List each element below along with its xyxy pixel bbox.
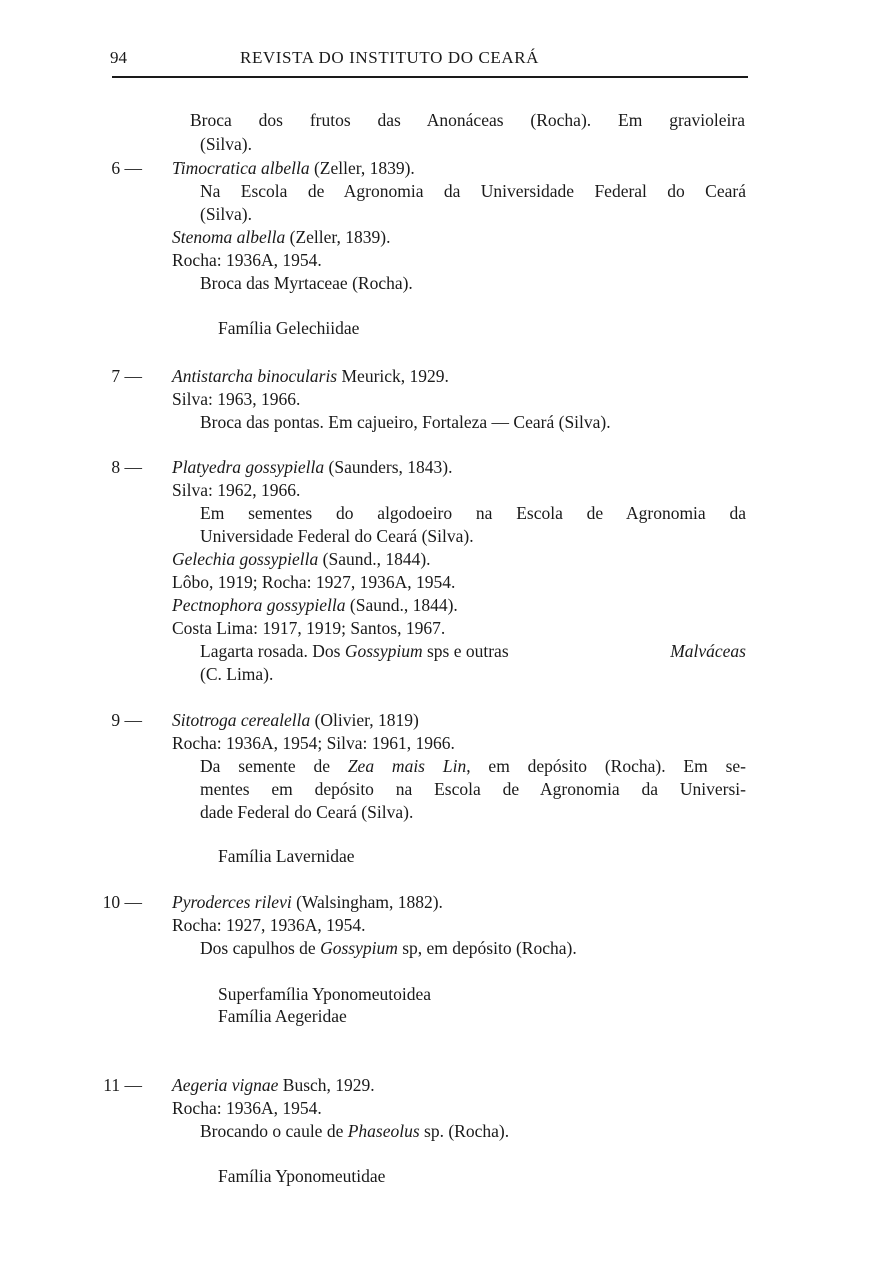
family-word: Malváceas <box>670 641 746 661</box>
intro-line-1: Broca dos frutos das Anonáceas (Rocha). Em gravioleira <box>190 110 745 130</box>
entry-9-note-3: dade Federal do Ceará (Silva). <box>200 802 414 822</box>
species-author: (Saunders, 1843). <box>324 457 453 477</box>
synonym-author: (Zeller, 1839). <box>285 227 391 247</box>
entry-8-refs: Silva: 1962, 1966. <box>172 480 301 500</box>
entry-8-synonym-2-refs: Costa Lima: 1917, 1919; Santos, 1967. <box>172 618 446 638</box>
note-tail: sp, em depósito (Rocha). <box>397 938 577 958</box>
entry-9-title <box>172 709 419 732</box>
synonym-author: (Saund., 1844). <box>345 595 458 615</box>
entry-10-refs: Rocha: 1927, 1936A, 1954. <box>172 915 366 935</box>
header-rule <box>112 76 748 78</box>
entry-8-note-1: Em sementes do algodoeiro na Escola de Agronomia da <box>200 503 746 523</box>
entry-10-number: 10 — <box>102 892 142 912</box>
species-name: Platyedra gossypiella <box>172 457 325 477</box>
entry-8-note-4: (C. Lima). <box>200 664 274 684</box>
entry-9-number: 9 — <box>111 710 142 730</box>
entry-7-number: 7 — <box>111 366 142 386</box>
species-author: (Walsingham, 1882). <box>291 892 443 912</box>
entry-7-title <box>172 365 449 388</box>
note-tail: sp. (Rocha). <box>419 1121 510 1141</box>
species-name: Aegeria vignae <box>172 1075 279 1095</box>
species-name: Sitotroga cerealella <box>172 710 311 730</box>
entry-6-refs: Rocha: 1936A, 1954. <box>172 250 322 270</box>
family-heading-yponomeutidae: Família Yponomeutidae <box>218 1166 386 1186</box>
entry-11-title <box>172 1074 375 1097</box>
running-title: REVISTA DO INSTITUTO DO CEARÁ <box>240 48 540 67</box>
species-author: (Olivier, 1819) <box>310 710 419 730</box>
entry-11-note <box>200 1120 509 1143</box>
family-heading-lavernidae: Família Lavernidae <box>218 846 355 866</box>
entry-6-note-1: Na Escola de Agronomia da Universidade Federal do Ceará <box>200 181 746 201</box>
entry-11-refs: Rocha: 1936A, 1954. <box>172 1098 322 1118</box>
note-1-lead: Da semente de <box>200 756 348 776</box>
genus-name: Gossypium <box>344 641 423 661</box>
genus-name: Phaseolus <box>347 1121 420 1141</box>
entry-9-note-1 <box>200 755 746 778</box>
note-3-mid: sps e outras <box>422 641 509 661</box>
species-name: Antistarcha binocularis <box>172 366 338 386</box>
species-author: (Zeller, 1839). <box>309 158 415 178</box>
entry-8-synonym-1-refs: Lôbo, 1919; Rocha: 1927, 1936A, 1954. <box>172 572 456 592</box>
entry-6-number: 6 — <box>111 158 142 178</box>
entry-6-note-3: Broca das Myrtaceae (Rocha). <box>200 273 413 293</box>
family-heading-aegeridae: Família Aegeridae <box>218 1006 347 1026</box>
note-3-lead: Lagarta rosada. Dos <box>200 641 345 661</box>
species-author: Meurick, 1929. <box>337 366 449 386</box>
entry-9-note-2: mentes em depósito na Escola de Agronomia da Universi- <box>200 779 746 799</box>
synonym-name: Gelechia gossypiella <box>172 549 319 569</box>
entry-6-synonym <box>172 226 390 249</box>
entry-10-note <box>200 937 577 960</box>
species-name: Pyroderces rilevi <box>172 892 292 912</box>
entry-8-synonym-2 <box>172 594 458 617</box>
genus-name: Gossypium <box>320 938 398 958</box>
entry-8-note-3 <box>200 640 746 663</box>
entry-7-note: Broca das pontas. Em cajueiro, Fortaleza — Ceará (Silva). <box>200 412 611 432</box>
species-name: Timocratica albella <box>172 158 310 178</box>
synonym-author: (Saund., 1844). <box>318 549 431 569</box>
note-3-text <box>200 640 509 663</box>
superfamily-heading: Superfamília Yponomeutoidea <box>218 984 432 1004</box>
entry-11-number: 11 — <box>103 1075 142 1095</box>
entry-7-refs: Silva: 1963, 1966. <box>172 389 301 409</box>
intro-line-2: (Silva). <box>200 134 253 154</box>
entry-6-note-2: (Silva). <box>200 204 253 224</box>
entry-8-number: 8 — <box>111 457 142 477</box>
entry-10-title <box>172 891 443 914</box>
note-1-tail: , em depósito (Rocha). Em se- <box>466 756 746 776</box>
page-number: 94 <box>110 48 127 67</box>
species-author: Busch, 1929. <box>278 1075 375 1095</box>
note-lead: Dos capulhos de <box>200 938 321 958</box>
entry-8-title <box>172 456 452 479</box>
entry-8-note-2: Universidade Federal do Ceará (Silva). <box>200 526 474 546</box>
species-ref: Zea mais Lin <box>347 756 467 776</box>
entry-9-refs: Rocha: 1936A, 1954; Silva: 1961, 1966. <box>172 733 455 753</box>
synonym-name: Stenoma albella <box>172 227 286 247</box>
note-lead: Brocando o caule de <box>200 1121 348 1141</box>
entry-8-synonym-1 <box>172 548 431 571</box>
synonym-name: Pectnophora gossypiella <box>172 595 346 615</box>
entry-6-title <box>172 157 415 180</box>
family-heading-gelechiidae: Família Gelechiidae <box>218 318 360 338</box>
